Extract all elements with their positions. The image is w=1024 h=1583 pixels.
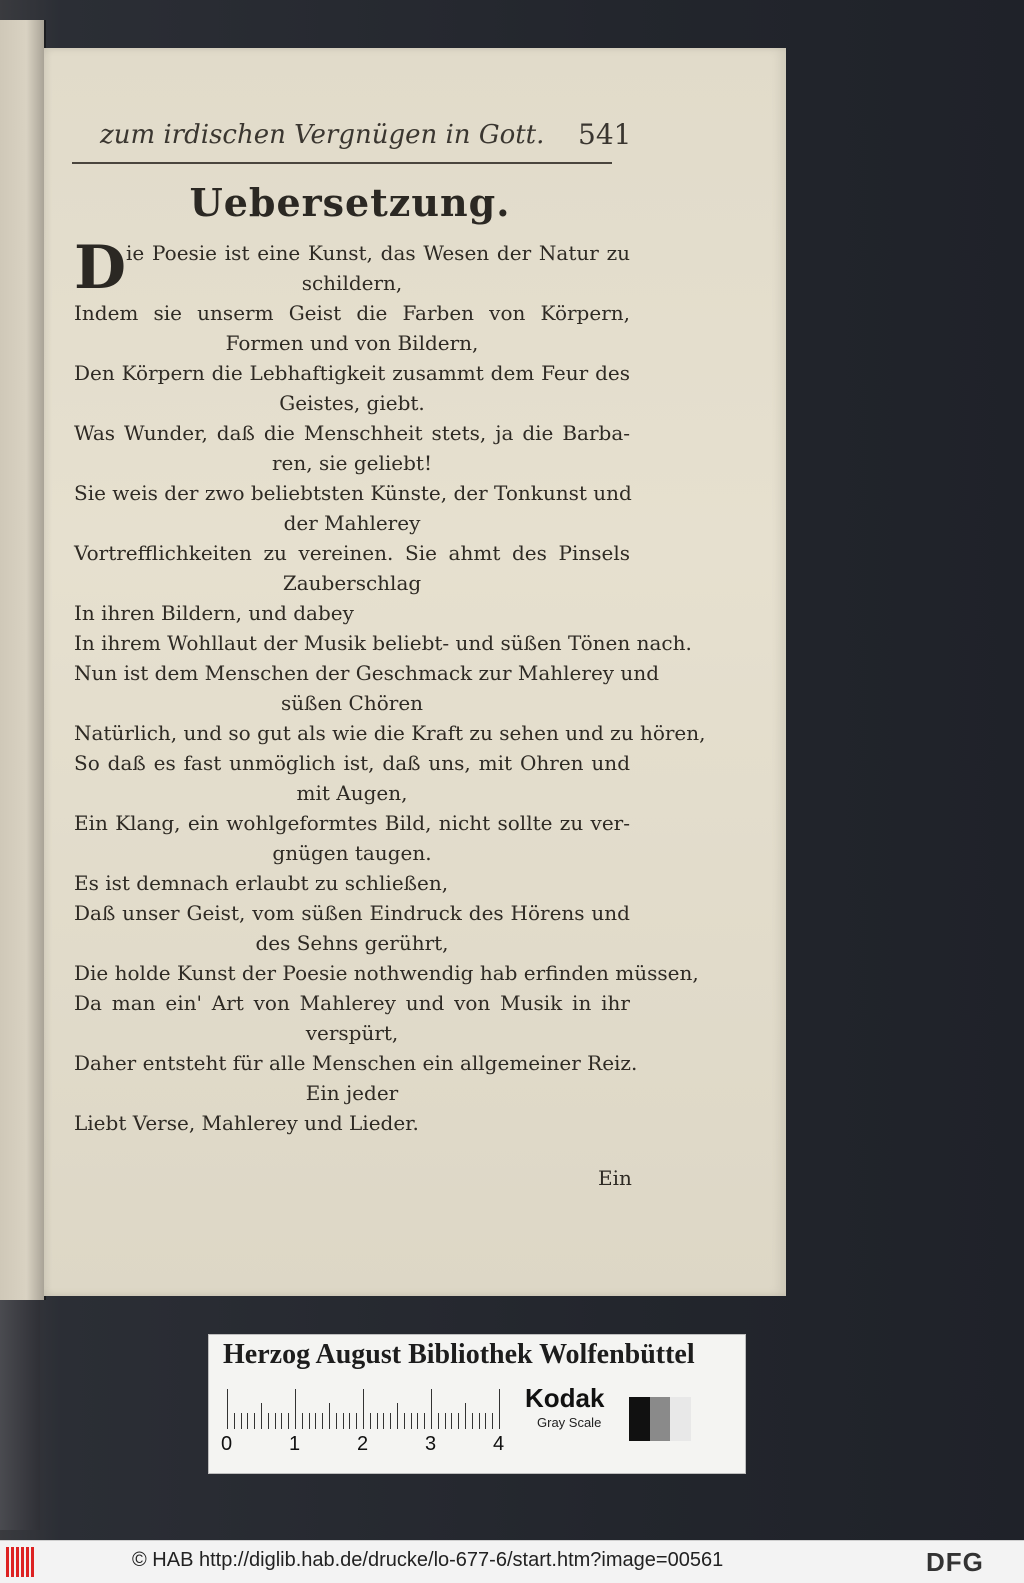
ruler-tick [404,1413,405,1429]
poem-line [74,988,630,1018]
page-title: Uebersetzung. [189,180,511,225]
scale-number: 4 [493,1433,505,1455]
poem-line-text: Was Wunder, daß die Menschheit stets, ja die Barba- [74,421,630,445]
drop-capital: D [74,233,127,303]
poem-line [74,808,630,838]
poem-line [74,628,692,658]
gray-swatch [629,1397,650,1441]
poem-line [74,898,630,928]
poem-line [74,388,630,418]
poem-line-text: Ein Klang, ein wohlgeformtes Bild, nicht sollte zu ver- [74,811,630,835]
gray-swatch [670,1397,691,1441]
poem-line [74,268,630,298]
poem-line [74,928,630,958]
poem-line-text: Nun ist dem Menschen der Geschmack zur Mahlerey und [74,661,659,685]
ruler-tick [465,1403,466,1429]
ruler-tick [343,1413,344,1429]
ruler-tick [390,1413,391,1429]
ruler-tick [424,1413,425,1429]
poem-line [74,958,699,988]
poem-line [74,538,630,568]
ruler-tick [241,1413,242,1429]
grayscale-label: Gray Scale [537,1415,602,1430]
ruler-tick [363,1389,364,1429]
scale-number: 1 [289,1433,301,1455]
ruler-tick [479,1413,480,1429]
ruler-tick [445,1413,446,1429]
page-number: 541 [578,118,632,151]
ruler-tick [417,1413,418,1429]
scale-number: 2 [357,1433,369,1455]
ruler-tick [411,1413,412,1429]
poem-line-text: Den Körpern die Lebhaftigkeit zusammt dem Feur des [74,361,630,385]
poem-line-text: Geistes, giebt. [279,391,425,415]
poem-text [74,233,706,1138]
poem-line-text: ie Poesie ist eine Kunst, das Wesen der Natur zu [126,241,630,265]
poem-line-text: mit Augen, [296,781,408,805]
poem-line [74,418,630,448]
header-rule [72,162,612,164]
poem-line-text: süßen Chören [280,691,424,715]
poem-line [74,718,706,748]
gray-swatch [650,1397,671,1441]
poem-line-text: Vortrefflichkeiten zu vereinen. Sie ahmt des Pinsels [74,541,630,565]
ruler-tick [499,1389,500,1429]
poem-line-text: Natürlich, und so gut als wie die Kraft zu sehen und zu hören, [74,721,706,745]
ruler-tick [438,1413,439,1429]
ruler-tick [458,1413,459,1429]
ruler-tick [370,1413,371,1429]
poem-line [74,1048,638,1078]
ruler-tick [261,1403,262,1429]
running-head: zum irdischen Vergnügen in Gott. [100,120,545,150]
ruler-tick [309,1413,310,1429]
poem-line [74,598,630,628]
copyright-url[interactable]: © HAB http://diglib.hab.de/drucke/lo-677-6/start.htm?image=00561 [132,1549,724,1571]
ruler-tick [288,1413,289,1429]
ruler-tick [356,1413,357,1429]
poem-line [74,748,630,778]
library-name: Herzog August Bibliothek Wolfenbüttel [223,1339,695,1370]
barcode-icon [6,1547,46,1577]
poem-line [74,358,630,388]
poem-line [74,238,630,268]
poem-line-text: Es ist demnach erlaubt zu schließen, [74,871,449,895]
ruler-tick [281,1413,282,1429]
ruler-tick [336,1413,337,1429]
poem-line [74,328,630,358]
ruler-tick [472,1413,473,1429]
poem-line-text: Ein jeder [305,1081,399,1105]
poem-line-text: Die holde Kunst der Poesie nothwendig hab erfinden müssen, [74,961,699,985]
poem-line [74,1078,630,1108]
ruler-tick [254,1413,255,1429]
ruler-tick [227,1389,228,1429]
ruler-tick [451,1413,452,1429]
poem-line-text: Zauberschlag [282,571,422,595]
poem-line [74,688,630,718]
poem-line [74,658,659,688]
poem-line-text: ren, sie geliebt! [272,451,432,475]
poem-line [74,298,630,328]
ruler-tick [275,1413,276,1429]
poem-line [74,778,630,808]
poem-line [74,1018,630,1048]
catchword: Ein [598,1166,632,1190]
poem-line-text: Liebt Verse, Mahlerey und Lieder. [74,1111,419,1135]
scale-number: 3 [425,1433,437,1455]
ruler-tick [329,1403,330,1429]
poem-line-text: gnügen taugen. [272,841,432,865]
poem-line-text: Formen und von Bildern, [225,331,479,355]
color-target [208,1334,746,1474]
ruler-tick [349,1413,350,1429]
poem-line-text: Sie weis der zwo beliebtsten Künste, der Tonkunst und [74,481,632,505]
poem-line-text: Daß unser Geist, vom süßen Eindruck des Hörens und [74,901,630,925]
ruler-tick [315,1413,316,1429]
gray-swatches [629,1397,691,1441]
poem-line-text: der Mahlerey [283,511,421,535]
poem-line-text: In ihrem Wohllaut der Musik beliebt- und süßen Tönen nach. [74,631,692,655]
ruler-tick [377,1413,378,1429]
poem-line [74,448,630,478]
poem-line-text: verspürt, [305,1021,399,1045]
footer-bar [0,1540,1024,1583]
ruler-tick [492,1413,493,1429]
ruler-tick [383,1413,384,1429]
poem-line [74,508,630,538]
poem-line [74,478,630,508]
poem-line [74,838,630,868]
ruler-tick [322,1413,323,1429]
ruler-tick [268,1413,269,1429]
poem-line-text: Da man ein' Art von Mahlerey und von Musik in ihr [74,991,630,1015]
kodak-logo: Kodak [525,1383,605,1413]
ruler-tick [485,1413,486,1429]
poem-line-text: des Sehns gerührt, [255,931,449,955]
poem-line-text: So daß es fast unmöglich ist, daß uns, mit Ohren und [74,751,630,775]
ruler-tick [234,1413,235,1429]
poem-line [74,868,630,898]
ruler-tick [247,1413,248,1429]
ruler-tick [302,1413,303,1429]
scale-ruler [227,1387,505,1429]
poem-line-text: Indem sie unserm Geist die Farben von Körpern, [74,301,630,325]
dfg-logo: DFG [926,1547,984,1577]
ruler-tick [397,1403,398,1429]
margin-mark [6,240,20,256]
poem-line-text: In ihren Bildern, und dabey [74,601,354,625]
poem-line-text: schildern, [301,271,403,295]
poem-line [74,568,630,598]
poem-line [74,1108,630,1138]
poem-line-text: Daher entsteht für alle Menschen ein allgemeiner Reiz. [74,1051,638,1075]
ruler-tick [295,1389,296,1429]
previous-page-lower-edge [0,1300,40,1530]
ruler-tick [431,1389,432,1429]
scale-number: 0 [221,1433,233,1455]
